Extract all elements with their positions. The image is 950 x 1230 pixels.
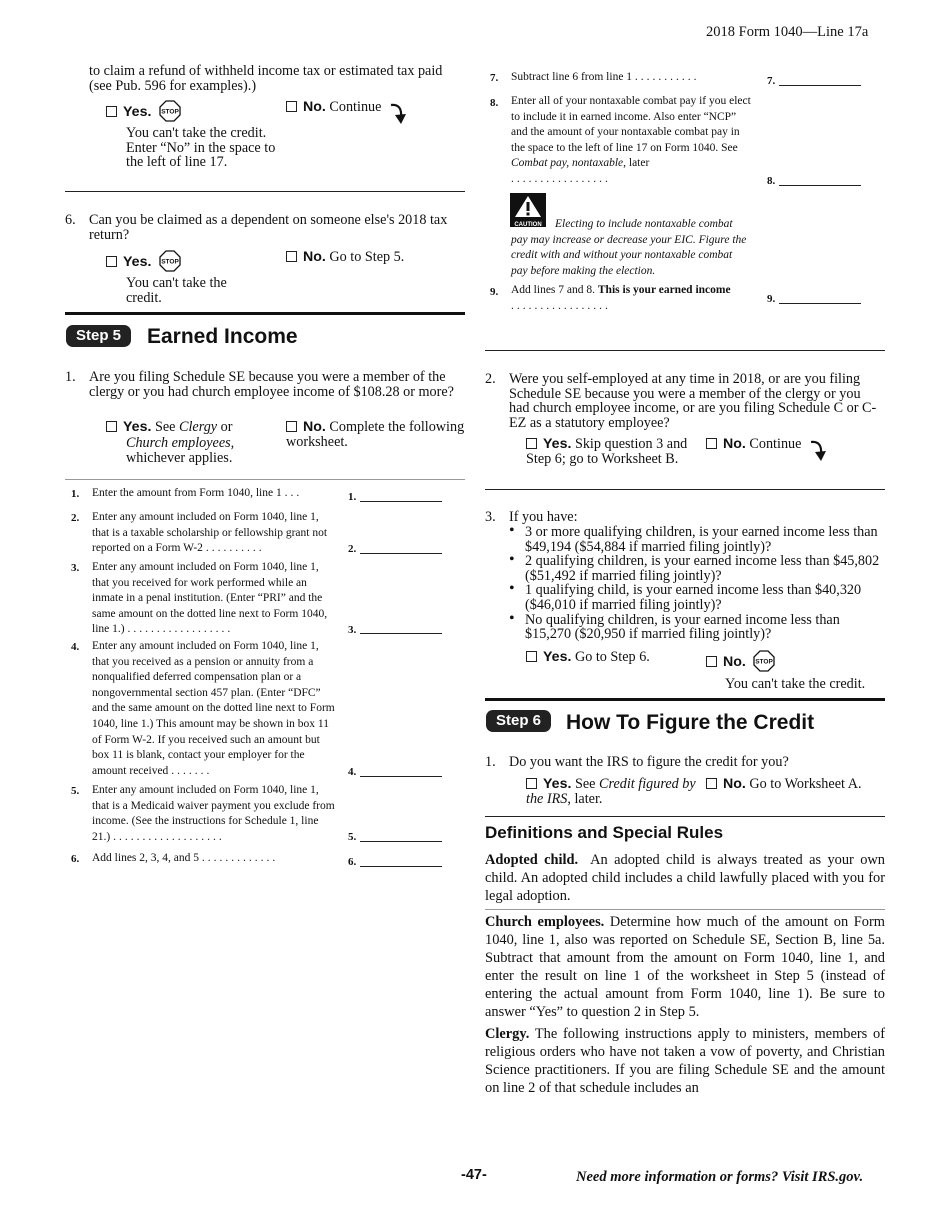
no-checkbox[interactable] [286, 421, 297, 432]
step5-q1-number: 1. [65, 369, 76, 385]
ws-ref: 5. [348, 831, 357, 843]
q6-no-option[interactable]: No. Go to Step 5. [286, 250, 466, 265]
q5-no-option[interactable]: No. Continue [286, 100, 466, 125]
no-checkbox[interactable] [706, 656, 717, 667]
q6-yes-note: You can't take the credit. [126, 275, 227, 306]
q2-no-option[interactable]: No. Continue [706, 437, 886, 462]
q6-yes-option[interactable]: Yes. STOP [106, 250, 286, 272]
ws-line-number: 2. [71, 512, 80, 524]
step6-no-option[interactable]: No. Go to Worksheet A. [706, 777, 886, 792]
ws-line-number: 9. [490, 286, 499, 298]
ws-ref: 4. [348, 766, 357, 778]
ws-line-number: 1. [71, 488, 80, 500]
no-checkbox[interactable] [706, 438, 717, 449]
yes-checkbox[interactable] [106, 106, 117, 117]
ws-line-1-input[interactable] [360, 488, 442, 502]
ws-line-3-input[interactable] [360, 620, 442, 634]
ws-line-3: Enter any amount included on Form 1040, line 1, that you received for work performed while an inmate in a penal institution. (Enter “PRI” and the same amount on the dotted line next to Form 1040, line 1.) .................. [92, 561, 328, 636]
stop-sign-icon [753, 650, 775, 672]
list-item: • 3 or more qualifying children, is your earned income less than $49,194 ($54,884 if married filing jointly)? [507, 525, 885, 554]
step6-q1-text: Do you want the IRS to figure the credit for you? [509, 754, 789, 770]
svg-text:STOP: STOP [161, 108, 179, 116]
no-checkbox[interactable] [286, 101, 297, 112]
no-checkbox[interactable] [286, 251, 297, 262]
svg-text:STOP: STOP [161, 258, 179, 266]
divider [485, 909, 885, 910]
credit-figured-by-irs-link[interactable]: Credit figured by the IRS [526, 776, 696, 807]
ws-line-number: 5. [71, 785, 80, 797]
ws-line-4-input[interactable] [360, 763, 442, 777]
curved-arrow-down-icon [389, 101, 407, 125]
q3-number: 3. [485, 509, 496, 525]
footer-note: Need more information or forms? Visit IRS.gov. [576, 1169, 864, 1185]
section-rule [65, 312, 465, 315]
ws-line-5-input[interactable] [360, 828, 442, 842]
ws-line-6-input[interactable] [360, 853, 442, 867]
ws-ref: 2. [348, 543, 357, 555]
stop-sign-icon [159, 100, 181, 122]
section-rule [485, 698, 885, 701]
q3-no-note: You can't take the credit. [725, 676, 866, 692]
svg-text:STOP: STOP [755, 658, 774, 666]
no-checkbox[interactable] [706, 778, 717, 789]
list-item: • 2 qualifying children, is your earned income less than $45,802 ($51,492 if married filing jointly)? [507, 554, 885, 583]
divider [65, 479, 465, 480]
divider [485, 489, 885, 490]
yes-checkbox[interactable] [106, 421, 117, 432]
q5-yes-note: You can't take the credit. Enter “No” in the space to the left of line 17. [126, 125, 276, 171]
step5-badge: Step 5 [66, 325, 131, 347]
ws-line-9: Add lines 7 and 8. This is your earned income ................. [511, 284, 731, 312]
q2-yes-option[interactable]: Yes. Skip question 3 and Step 6; go to Worksheet B. [526, 436, 688, 467]
q3-bullet-list [507, 525, 885, 642]
q3-lead: If you have: [509, 509, 578, 525]
ws-line-2-input[interactable] [360, 540, 442, 554]
step5-title: Earned Income [147, 325, 298, 348]
page-number: -47- [461, 1167, 487, 1183]
ws-line-number: 6. [71, 853, 80, 865]
q6-text: Can you be claimed as a dependent on someone else's 2018 tax return? [89, 212, 448, 243]
step5-q1-text: Are you filing Schedule SE because you were a member of the clergy or you had church employee income of $108.28 or more? [89, 369, 454, 400]
stop-sign-icon [159, 250, 181, 272]
list-item: • 1 qualifying child, is your earned income less than $40,320 ($46,010 if married filing jointly)? [507, 583, 885, 612]
yes-checkbox[interactable] [106, 256, 117, 267]
caution-label: CAUTION [514, 222, 542, 228]
ws-line-5: Enter any amount included on Form 1040, line 1, that is a Medicaid waiver payment you exclude from income. (See the instructions for Schedule 1, line 21.) ................... [92, 784, 335, 843]
ws-ref: 8. [767, 175, 776, 187]
ws-ref: 3. [348, 624, 357, 636]
ws-ref: 6. [348, 856, 357, 868]
ws-line-number: 4. [71, 641, 80, 653]
ws-line-1: Enter the amount from Form 1040, line 1 ... [92, 487, 303, 499]
ws-line-8: Enter all of your nontaxable combat pay if you elect to include it in earned income. Also enter “NCP” and the amount of your nontaxable combat pay in the space to the left of line 17 on Form 1040. See Combat pay, nontaxable, later ................. [511, 95, 751, 185]
ws-line-2: Enter any amount included on Form 1040, line 1, that is a taxable scholarship or fellowship grant not reported on a Form W-2 .......... [92, 511, 328, 555]
q6-number: 6. [65, 212, 76, 228]
curved-arrow-down-icon [809, 438, 827, 462]
definitions-heading: Definitions and Special Rules [485, 823, 724, 842]
ws-line-4: Enter any amount included on Form 1040, line 1, that you received as a pension or annuity from a nonqualified deferred compensation plan or a nongovernmental section 457 plan. (Enter “DFC” and the same amount on the dotted line next to Form 1040, line 1.) This amount may be shown in box 11 of Form W-2. If you received such an amount but box 11 is blank, contact your employer for the amount received ....... [92, 640, 335, 777]
step5-yes-note: Church employees, whichever applies. [126, 435, 235, 466]
q2-text: Were you self-employed at any time in 2018, or are you filing Schedule SE because you were a member of the clergy or you had church employee income, or are you filing Schedule C or C-EZ as a statutory employee? [509, 371, 877, 431]
ws-ref: 7. [767, 75, 776, 87]
divider [485, 816, 885, 817]
ws-line-6: Add lines 2, 3, 4, and 5 ............. [92, 852, 279, 864]
step5-yes-option[interactable]: Yes. See Clergy or [106, 420, 266, 435]
ws-line-8-input[interactable] [779, 172, 861, 186]
caution-text: Electing to include nontaxable combat pay may increase or decrease your EIC. Figure the credit with and without your nontaxable combat pay before making the election. [511, 218, 747, 277]
ws-line-number: 8. [490, 97, 499, 109]
step5-no-option[interactable]: No. Complete the following worksheet. [286, 419, 465, 450]
q5-continuation-text: to claim a refund of withheld income tax or estimated tax paid (see Pub. 596 for examples).) [89, 63, 443, 94]
step6-badge: Step 6 [486, 710, 551, 732]
list-item: • No qualifying children, is your earned income less than $15,270 ($20,950 if married filing jointly)? [507, 613, 885, 642]
ws-line-9-input[interactable] [779, 290, 861, 304]
divider [65, 191, 465, 192]
step6-yes-option[interactable]: Yes. See Credit figured by the IRS, later. [526, 776, 696, 807]
q2-number: 2. [485, 371, 496, 387]
adopted-child-paragraph: Adopted child. An adopted child is always treated as your own child. An adopted child includes a child lawfully placed with you for legal adoption. [485, 852, 885, 904]
ws-line-7: Subtract line 6 from line 1 ........... [511, 71, 700, 83]
clergy-paragraph: Clergy. The following instructions apply to ministers, members of religious orders who have not taken a vow of poverty, and Christian Science practitioners. If you are filing Schedule SE and the amount on line 2 of that schedule includes an [485, 1026, 885, 1096]
yes-checkbox[interactable] [526, 651, 537, 662]
ws-line-number: 7. [490, 72, 499, 84]
ws-ref: 1. [348, 491, 357, 503]
q3-no-option[interactable]: No. STOP [706, 650, 886, 672]
church-employees-paragraph: Church employees. Determine how much of the amount on Form 1040, line 1, also was reported on Schedule SE, Section B, line 5a. Subtract that amount from the amount on Form 1040, line 1, and enter the result on line 1 of the worksheet in Step 5 (instead of entering the actual amount from Form 1040, line 1). Be sure to answer “Yes” to question 2 in Step 5. [485, 914, 885, 1020]
church-employees-link[interactable]: Church employees, [126, 435, 235, 451]
clergy-link[interactable]: Clergy [179, 419, 218, 435]
step6-title: How To Figure the Credit [566, 711, 815, 734]
yes-checkbox[interactable] [526, 438, 537, 449]
step6-q1-number: 1. [485, 754, 496, 770]
yes-checkbox[interactable] [526, 778, 537, 789]
q5-yes-option[interactable]: Yes. STOP [106, 100, 286, 122]
ws-line-number: 3. [71, 562, 80, 574]
q3-yes-option[interactable]: Yes. Go to Step 6. [526, 650, 701, 665]
running-head: 2018 Form 1040—Line 17a [706, 24, 869, 40]
ws-ref: 9. [767, 293, 776, 305]
divider [485, 350, 885, 351]
ws-line-7-input[interactable] [779, 72, 861, 86]
